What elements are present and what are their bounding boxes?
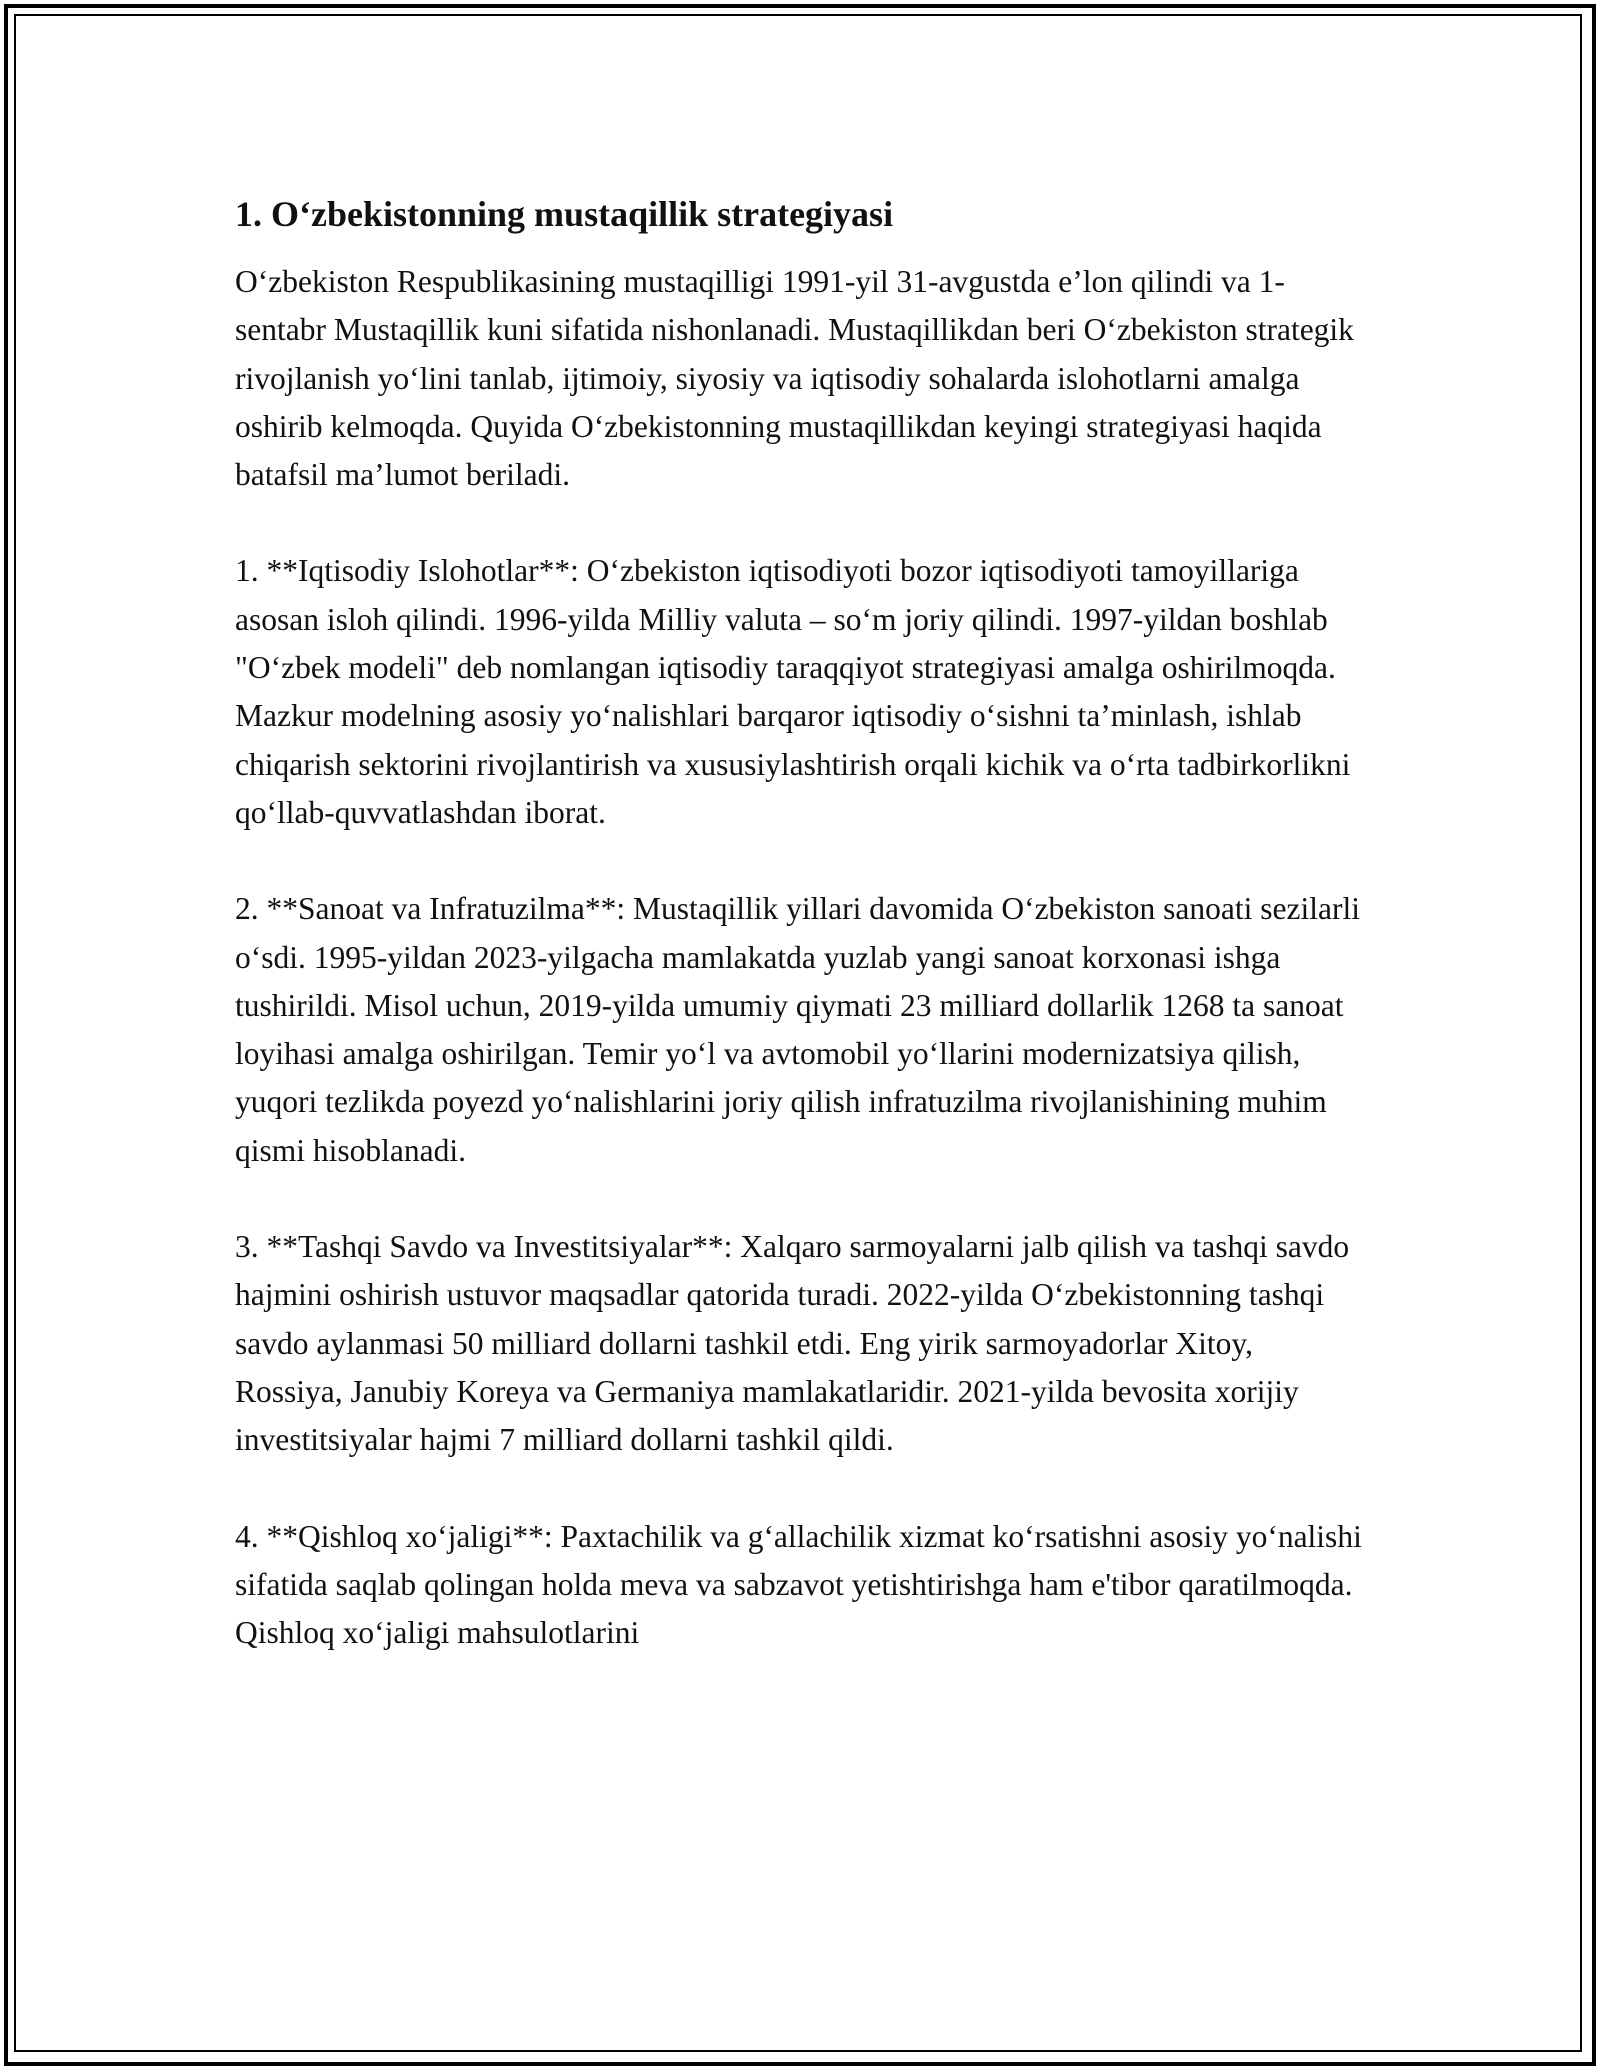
agriculture-paragraph: 4. **Qishloq xo‘jaligi**: Paxtachilik va g‘allachilik xizmat ko‘rsatishni asosiy yo‘nalishi sifatida saqlab qolingan holda meva va sabzavot yetishtirishga ham e'tibor qaratilmoqda. Qishloq xo‘jaligi mahsulotlarini	[235, 1518, 1362, 1651]
trade-investment-paragraph: 3. **Tashqi Savdo va Investitsiyalar**: Xalqaro sarmoyalarni jalb qilish va tashqi savdo hajmini oshirish ustuvor maqsadlar qatorida turadi. 2022-yilda O‘zbekistonning tashqi savdo aylanmasi 50 milliard dollarni tashkil etdi. Eng yirik sarmoyadorlar Xitoy, Rossiya, Janubiy Koreya va Germaniya mamlakatlaridir. 2021-yilda bevosita xorijiy investitsiyalar hajmi 7 milliard dollarni tashkil qildi.	[235, 1229, 1350, 1458]
intro-paragraph: O‘zbekiston Respublikasining mustaqilligi 1991-yil 31-avgustda e’lon qilindi va 1-sentabr Mustaqillik kuni sifatida nishonlanadi. Mustaqillikdan beri O‘zbekiston strategik rivojlanish yo‘lini tanlab, ijtimoiy, siyosiy va iqtisodiy sohalarda islohotlarni amalga oshirib kelmoqda. Quyida O‘zbekistonning mustaqillikdan keyingi strategiyasi haqida batafsil ma’lumot beriladi.	[235, 264, 1354, 493]
document-body	[235, 188, 1365, 1705]
economic-reforms-paragraph: 1. **Iqtisodiy Islohotlar**: O‘zbekiston iqtisodiyoti bozor iqtisodiyoti tamoyillariga asosan isloh qilindi. 1996-yilda Milliy valuta – so‘m joriy qilindi. 1997-yildan boshlab "O‘zbek modeli" deb nomlangan iqtisodiy taraqqiyot strategiyasi amalga oshirilmoqda. Mazkur modelning asosiy yo‘nalishlari barqaror iqtisodiy o‘sishni ta’minlash, ishlab chiqarish sektorini rivojlantirish va xususiylashtirish orqali kichik va o‘rta tadbirkorlikni qo‘llab-quvvatlashdan iborat.	[235, 553, 1351, 830]
section-title: 1. O‘zbekistonning mustaqillik strategiyasi	[235, 194, 894, 234]
industry-infrastructure-paragraph: 2. **Sanoat va Infratuzilma**: Mustaqillik yillari davomida O‘zbekiston sanoati sezilarli o‘sdi. 1995-yildan 2023-yilgacha mamlakatda yuzlab yangi sanoat korxonasi ishga tushirildi. Misol uchun, 2019-yilda umumiy qiymati 23 milliard dollarlik 1268 ta sanoat loyihasi amalga oshirilgan. Temir yo‘l va avtomobil yo‘llarini modernizatsiya qilish, yuqori tezlikda poyezd yo‘nalishlarini joriy qilish infratuzilma rivojlanishining muhim qismi hisoblanadi.	[235, 891, 1360, 1168]
